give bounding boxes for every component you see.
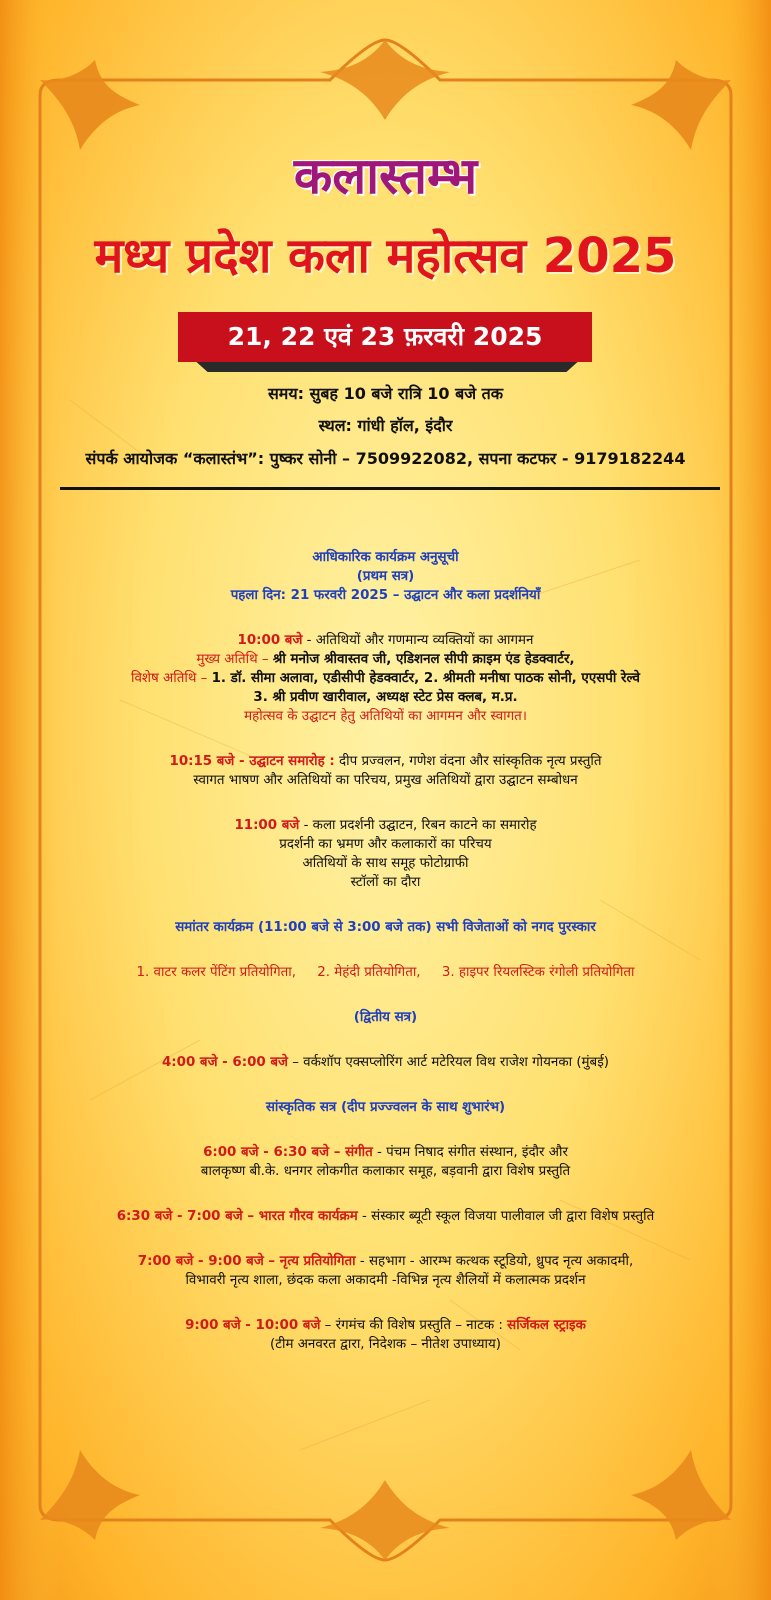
day-one-heading: पहला दिन: 21 फरवरी 2025 – उद्घाटन और कला प्रदर्शनियाँ: [230, 588, 541, 603]
session-first: (प्रथम सत्र): [356, 569, 415, 584]
welcome-line: महोत्सव के उद्घाटन हेतु अतिथियों का आगमन और स्वागत।: [244, 709, 527, 724]
bharat-gaurav-line: 6:30 बजे - 7:00 बजे – भारत गौरव कार्यक्रम - संस्कार ब्यूटी स्कूल विजया पालीवाल जी द्वारा विशेष प्रस्तुति: [116, 1209, 655, 1224]
special-guest-line-2: 3. श्री प्रवीण खारीवाल, अध्यक्ष स्टेट प्रेस क्लब, म.प्र.: [253, 690, 518, 705]
logo: कलास्तम्भ: [293, 147, 478, 205]
group-photo-line: अतिथियों के साथ समूह फोटोग्राफी: [302, 856, 469, 871]
divider: [60, 487, 720, 490]
festival-title: मध्य प्रदेश कला महोत्सव 2025: [94, 228, 677, 284]
chief-guest-line: मुख्य अतिथि – श्री मनोज श्रीवास्तव जी, एडिशनल सीपी क्राइम एंड हेडक्वार्टर,: [196, 652, 575, 667]
dance-competition-line-2: विभावरी नृत्य शाला, छंदक कला अकादमी -विभिन्न नृत्य शैलियों में कलात्मक प्रदर्शन: [185, 1273, 586, 1288]
schedule-heading: आधिकारिक कार्यक्रम अनुसूची: [312, 550, 459, 565]
dates-ribbon: 21, 22 एवं 23 फ़रवरी 2025: [178, 312, 592, 362]
parallel-program-heading: समांतर कार्यक्रम (11:00 बजे से 3:00 बजे तक) सभी विजेताओं को नगद पुरस्कार: [175, 920, 596, 935]
stall-visit-line: स्टॉलों का दौरा: [350, 875, 421, 890]
top-ornament: [320, 40, 450, 120]
music-line-2: बालकृष्ण बी.के. धनगर लोकगीत कलाकार समूह, बड़वानी द्वारा विशेष प्रस्तुति: [200, 1164, 571, 1179]
session-second: (द्वितीय सत्र): [353, 1010, 418, 1025]
exhibition-line: 11:00 बजे - कला प्रदर्शनी उद्घाटन, रिबन काटने का समारोह: [234, 818, 537, 833]
theatre-line: 9:00 बजे - 10:00 बजे – रंगमंच की विशेष प्रस्तुति – नाटक : सर्जिकल स्ट्राइक: [185, 1318, 586, 1333]
special-guest-line: विशेष अतिथि – 1. डॉ. सीमा अलावा, एडीसीपी हेडक्वार्टर, 2. श्रीमती मनीषा पाठक सोनी, एएसपी रेल्वे: [131, 671, 640, 686]
schedule: [40, 548, 731, 1354]
theatre-credits-line: (टीम अनवरत द्वारा, निदेशक – नीतेश उपाध्याय): [270, 1337, 501, 1352]
competitions-line: 1. वाटर कलर पेंटिंग प्रतियोगिता, 2. मेहंदी प्रतियोगिता, 3. हाइपर रियलस्टिक रंगोली प्रतियोगिता: [136, 965, 635, 980]
workshop-line: 4:00 बजे - 6:00 बजे – वर्कशॉप एक्सप्लोरिंग आर्ट मटेरियल विथ राजेश गोयनका (मुंबई): [161, 1055, 610, 1070]
inauguration-line: 10:15 बजे - उद्घाटन समारोह : दीप प्रज्वलन, गणेश वंदना और सांस्कृतिक नृत्य प्रस्तुति: [169, 754, 602, 769]
dance-competition-line: 7:00 बजे - 9:00 बजे – नृत्य प्रतियोगिता - सहभाग - आरम्भ कत्थक स्टूडियो, ध्रुपद नृत्य अकादमी,: [137, 1254, 634, 1269]
welcome-speech-line: स्वागत भाषण और अतिथियों का परिचय, प्रमुख अतिथियों द्वारा उद्घाटन सम्बोधन: [193, 773, 578, 788]
exhibition-tour-line: प्रदर्शनी का भ्रमण और कलाकारों का परिचय: [279, 837, 492, 852]
venue-line: स्थल: गांधी हॉल, इंदौर: [318, 416, 453, 435]
cultural-session-heading: सांस्कृतिक सत्र (दीप प्रज्ज्वलन के साथ शुभारंभ): [265, 1100, 506, 1115]
contact-line: संपर्क आयोजक “कलास्तंभ”: पुष्कर सोनी – 7509922082, सपना कटफर - 9179182244: [85, 449, 686, 468]
time-line: समय: सुबह 10 बजे रात्रि 10 बजे तक: [267, 384, 504, 403]
music-line: 6:00 बजे - 6:30 बजे – संगीत - पंचम निषाद संगीत संस्थान, इंदौर और: [203, 1145, 568, 1160]
arrival-line: 10:00 बजे - अतिथियों और गणमान्य व्यक्तियों का आगमन: [237, 633, 534, 648]
